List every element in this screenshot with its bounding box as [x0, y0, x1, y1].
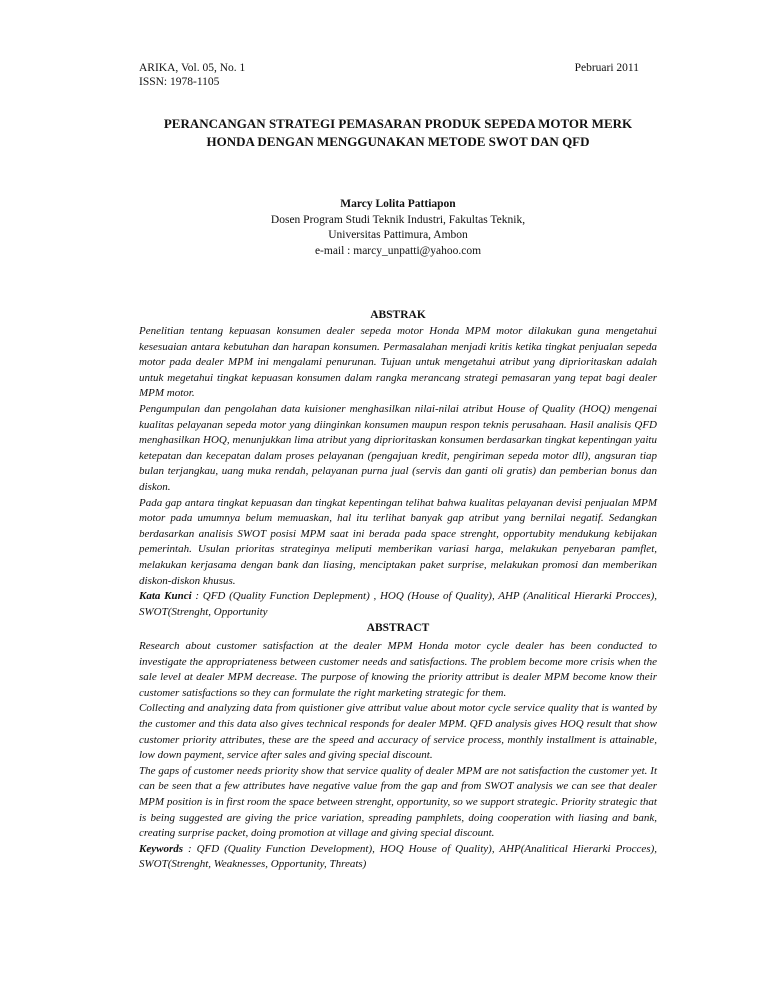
author-block — [139, 197, 657, 259]
title-line-2: HONDA DENGAN MENGGUNAKAN METODE SWOT DAN QFD — [206, 134, 590, 149]
abstrak-paragraph-3: Pada gap antara tingkat kepuasan dan tingkat kepentingan telihat bahwa kualitas pelayanan devisi penjualan MPM motor pada umumnya belum memuaskan, hal itu terlihat banyak gap atribut yang bernilai negatif. Sedangkan berdasarkan analisis SWOT posisi MPM saat ini berada pada space strenght, opportubity mendukung kebijakan pemerintah. Usulan prioritas strateginya meliputi memberikan variasi harga, melakukan penyebaran pamflet, melakukan kerjasama dengan bank dan liasing, menciptakan paket surprise, melakukan promosi dan memberikan diskon-diskon khusus. — [139, 496, 657, 587]
abstract-paragraph-1: Research about customer satisfaction at the dealer MPM Honda motor cycle dealer has been conducted to investigate the appropriateness between customer needs and satisfactions. The problem become more crisis when the sale level at dealer MPM decrease. The purpose of knowing the priority attribut is dealer MPM become know their customer satisfactions so they can formulate the right marketing strategic for them. — [139, 640, 657, 699]
abstract-paragraph-2: Collecting and analyzing data from quistioner give attribut value about motor cycle service quality that is wanted by the customer and this data also gives technical responds for dealer MPM. QFD analysis gives HOQ result that show customer priority attributes, these are the speed and accuracy of service process, monthly installment is attainable, low down payment, service after sales and giving special discount. — [139, 702, 657, 762]
journal-issn: ISSN: 1978-1105 — [139, 76, 220, 88]
author-email: e-mail : marcy_unpatti@yahoo.com — [314, 244, 482, 257]
journal-volume: ARIKA, Vol. 05, No. 1 — [139, 62, 246, 74]
abstrak-heading: ABSTRAK — [370, 309, 426, 321]
running-header — [139, 61, 639, 89]
abstrak-paragraph-2: Pengumpulan dan pengolahan data kuisioner menghasilkan nilai-nilai atribut House of Quality (HOQ) mengenai kualitas pelayanan sepeda motor yang diinginkan konsumen maupun respon teknis perusahaan. Hasil analisis QFD menghasilkan HOQ, menunjukkan lima atribut yang diprioritaskan konsumen berdasarkan tingkat kepentingan yaitu ketepatan dan kecepatan dalam proses pelayanan (pengajuan kredit, pengiriman sepeda motor dll), angsuran tiap bulan terjangkau, uang muka rendah, pelayanan purna jual (servis dan ganti oli gratis) dan pemberian bonus dan diskon. — [139, 402, 657, 493]
abstract-heading: ABSTRACT — [366, 622, 430, 634]
abstract-paragraph-3: The gaps of customer needs priority show that service quality of dealer MPM are not satisfaction the customer yet. It can be seen that a few attributes have negative value from the gap and from SWOT analysis we can see that dealer MPM position is in first room the space between strenght, opportunity, so we support strategic. Priority strategic that is being suggested are giving the price variation, spreading pamphlets, doing cooperation with liasing and bank, creating surprise packet, doing promotion at village and giving special discount. — [139, 764, 657, 840]
paper-title — [139, 115, 657, 151]
abstract-keywords-text: : QFD (Quality Function Development), HOQ House of Quality), AHP(Analitical Hierarki Procces), SWOT(Strenght, Weaknesses, Opportunity, Threats) — [139, 842, 657, 871]
author-affiliation-2: Universitas Pattimura, Ambon — [328, 229, 468, 241]
abstrak-paragraph-1: Penelitian tentang kepuasan konsumen dealer sepeda motor Honda MPM motor dilakukan guna mengetahui kesesuaian antara kebutuhan dan harapan konsumen. Permasalahan menjadi kritis ketika tingkat penjualan sepeda motor pada dealer MPM ini mengalami penurunan. Tujuan untuk mengetahui atribut yang diprioritaskan adalah untuk megetahui tingkat kepuasan konsumen dalam rangka merancang strategi pemasaran yang tepat bagi dealer MPM motor. — [139, 325, 657, 400]
author-name: Marcy Lolita Pattiapon — [340, 198, 456, 210]
abstrak-keywords-label: Kata Kunci — [139, 590, 192, 603]
abstrak-body — [139, 324, 657, 620]
author-affiliation-1: Dosen Program Studi Teknik Industri, Fakultas Teknik, — [270, 213, 526, 226]
abstrak-keywords-text: : QFD (Quality Function Deplepment) , HOQ (House of Quality), AHP (Analitical Hierarki Procces), SWOT(Strenght, Opportunity — [139, 590, 657, 618]
title-line-1: PERANCANGAN STRATEGI PEMASARAN PRODUK SEPEDA MOTOR MERK — [163, 116, 633, 131]
abstract-body — [139, 639, 657, 873]
abstract-keywords-label: Keywords — [139, 842, 183, 855]
abstrak-keywords — [139, 589, 657, 620]
publication-date: Pebruari 2011 — [574, 62, 639, 74]
abstract-keywords — [139, 842, 657, 873]
